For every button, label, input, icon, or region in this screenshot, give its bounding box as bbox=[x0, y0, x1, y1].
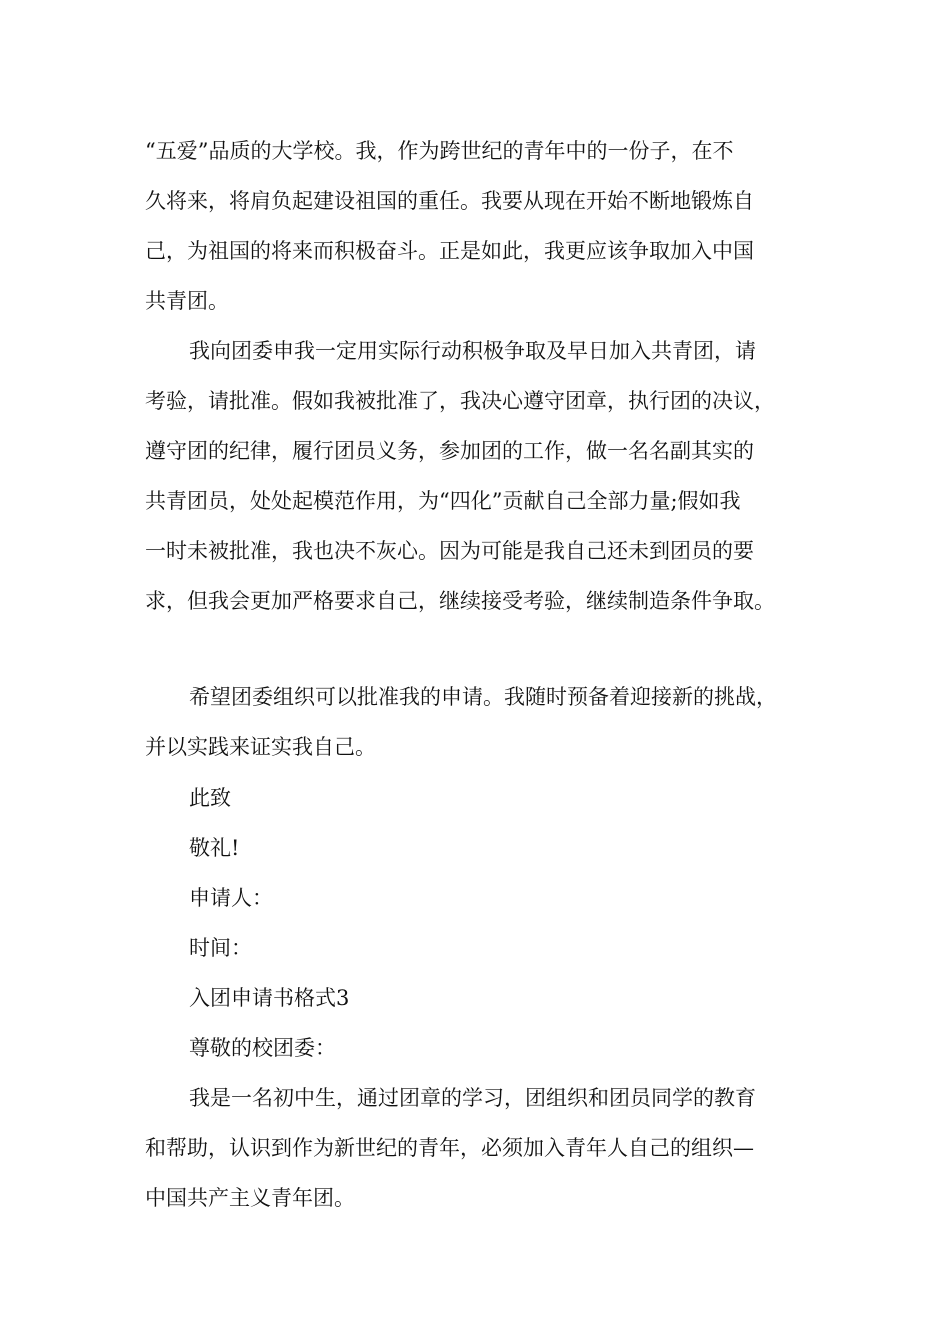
closing-salutation: 此致 bbox=[189, 786, 231, 810]
paragraph-2-line-2: 考验，请批准。假如我被批准了，我决心遵守团章，执行团的决议， bbox=[145, 389, 775, 413]
closing-respect: 敬礼! bbox=[189, 836, 240, 860]
applicant-label: 申请人： bbox=[189, 886, 273, 910]
paragraph-3-line-1: 希望团委组织可以批准我的申请。我随时预备着迎接新的挑战， bbox=[189, 685, 777, 709]
paragraph-2-line-5: 一时未被批准，我也决不灰心。因为可能是我自己还未到团员的要 bbox=[145, 539, 754, 563]
paragraph-2-line-3: 遵守团的纪律，履行团员义务，参加团的工作，做一名名副其实的 bbox=[145, 439, 754, 463]
paragraph-1-line-1: “五爱”品质的大学校。我，作为跨世纪的青年中的一份子，在不 bbox=[145, 139, 734, 163]
date-label: 时间： bbox=[189, 936, 252, 960]
paragraph-final-line-1: 我是一名初中生，通过团章的学习，团组织和团员同学的教育 bbox=[189, 1086, 756, 1110]
paragraph-final-line-2: 和帮助，认识到作为新世纪的青年，必须加入青年人自己的组织— bbox=[145, 1136, 754, 1160]
paragraph-2-line-6: 求，但我会更加严格要求自己，继续接受考验，继续制造条件争取。 bbox=[145, 589, 775, 613]
paragraph-1-line-3: 己，为祖国的将来而积极奋斗。正是如此，我更应该争取加入中国 bbox=[145, 239, 754, 263]
paragraph-2-line-4: 共青团员，处处起模范作用，为“四化”贡献自己全部力量;假如我 bbox=[145, 489, 741, 513]
paragraph-1-line-4: 共青团。 bbox=[145, 289, 229, 313]
paragraph-2-line-1: 我向团委申我一定用实际行动积极争取及早日加入共青团，请 bbox=[189, 339, 756, 363]
paragraph-final-line-3: 中国共产主义青年团。 bbox=[145, 1186, 355, 1210]
section-heading: 入团申请书格式3 bbox=[189, 986, 350, 1010]
letter-greeting: 尊敬的校团委： bbox=[189, 1036, 336, 1060]
paragraph-3-line-2: 并以实践来证实我自己。 bbox=[145, 735, 376, 759]
paragraph-1-line-2: 久将来，将肩负起建设祖国的重任。我要从现在开始不断地锻炼自 bbox=[145, 189, 754, 213]
